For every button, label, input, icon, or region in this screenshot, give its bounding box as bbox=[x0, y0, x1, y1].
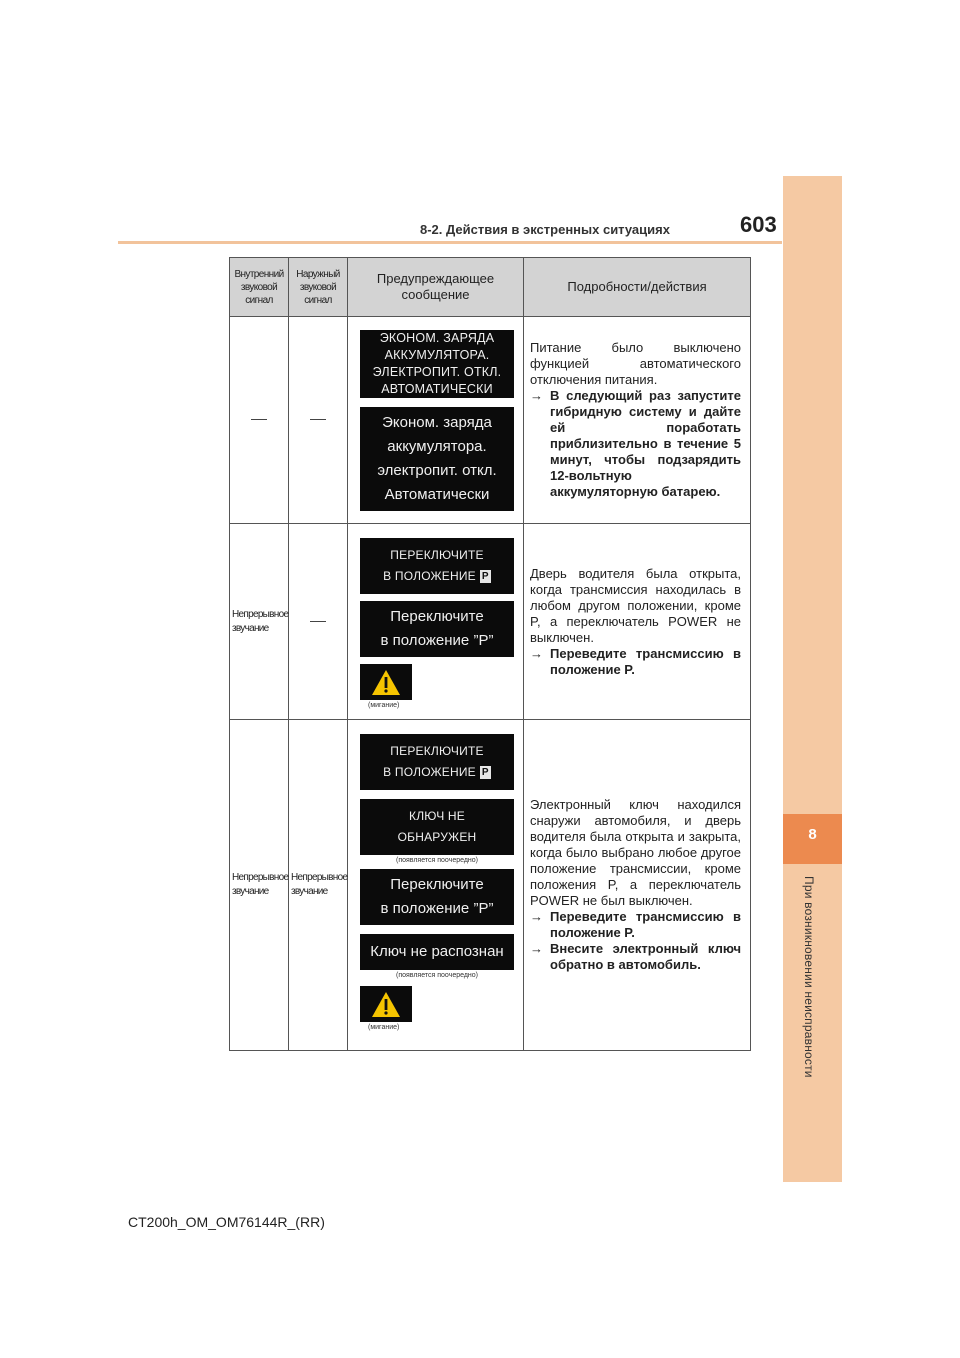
row2-display bbox=[348, 524, 524, 720]
side-tab-label: При возникновении неисправности bbox=[802, 876, 816, 1078]
action-item: → Внесите электронный ключ обратно в автомобиль. bbox=[530, 941, 741, 972]
row1-details: Питание было выключено функцией автоматического отключения питания. → В следующий раз запустите гибридную систему и дайте ей поработать приблизительно в течение 5 минут, чтобы подзарядить 12-вольтную аккумуляторную батарею. bbox=[524, 317, 751, 524]
table-row bbox=[230, 524, 751, 720]
row2-details: Дверь водителя была открыта, когда трансмиссия находилась в любом другом положении, кроме P, а переключатель POWER не выключен. → Переведите трансмиссию в положение P. bbox=[524, 524, 751, 720]
arrow-icon: → bbox=[530, 388, 543, 403]
dash bbox=[310, 419, 326, 420]
p-badge: P bbox=[480, 570, 491, 583]
alternating-caption: (появляется поочередно) bbox=[395, 857, 479, 864]
document-code: CT200h_OM_OM76144R_(RR) bbox=[128, 1214, 325, 1230]
p-badge: P bbox=[480, 766, 491, 779]
row2-external bbox=[289, 524, 348, 720]
warning-display bbox=[360, 986, 412, 1022]
display-screen: ПЕРЕКЛЮЧИТЕ В ПОЛОЖЕНИЕ P bbox=[360, 734, 514, 790]
alternating-caption: (появляется поочередно) bbox=[395, 972, 479, 979]
display-screen: Ключ не распознан bbox=[360, 934, 514, 970]
display-screen: Эконом. заряда аккумулятора. электропит. откл. Автоматически bbox=[360, 407, 514, 511]
action-item: → Переведите трансмиссию в положение P. bbox=[530, 909, 741, 940]
display-screen: ПЕРЕКЛЮЧИТЕ В ПОЛОЖЕНИЕ P bbox=[360, 538, 514, 594]
display-screen: Переключите в положение ”P” bbox=[360, 869, 514, 925]
warning-triangle-icon bbox=[371, 991, 401, 1018]
arrow-icon: → bbox=[530, 909, 543, 924]
table-row bbox=[230, 720, 751, 1051]
table-header-row bbox=[230, 258, 751, 317]
warning-table bbox=[229, 257, 751, 1051]
row3-details: Электронный ключ находился снаружи автомобиля, и дверь водителя была открыта и закрыта, когда было выбрано любое другое положение трансмиссии, кроме положения P, а переключатель POWER не был выключен. → Переведите трансмиссию в положение P. → Внесите электронный ключ обратно в автомобиль. bbox=[524, 720, 751, 1051]
display-screen: ЭКОНОМ. ЗАРЯДА АККУМУЛЯТОРА. ЭЛЕКТРОПИТ. ОТКЛ. АВТОМАТИЧЕСКИ bbox=[360, 330, 514, 398]
row1-internal bbox=[230, 317, 289, 524]
side-tab-number: 8 bbox=[808, 826, 817, 843]
header-details: Подробности/действия bbox=[524, 258, 751, 317]
header-warning-message: Предупреждающее сообщение bbox=[348, 258, 524, 317]
row1-external bbox=[289, 317, 348, 524]
row3-external: Непрерывное звучание bbox=[289, 720, 348, 1051]
table-row bbox=[230, 317, 751, 524]
arrow-icon: → bbox=[530, 645, 543, 661]
header-external-buzzer: Наружный звуковой сигнал bbox=[289, 258, 348, 317]
dash bbox=[310, 621, 326, 622]
arrow-icon: → bbox=[530, 941, 543, 956]
action-item: → Переведите трансмиссию в положение P. bbox=[530, 645, 741, 677]
row3-display bbox=[348, 720, 524, 1051]
dash bbox=[251, 419, 267, 420]
warning-triangle-icon bbox=[371, 669, 401, 696]
page-number: 603 bbox=[740, 212, 777, 237]
section-title: 8-2. Действия в экстренных ситуациях bbox=[420, 222, 670, 237]
display-screen: Переключите в положение ”P” bbox=[360, 601, 514, 657]
blink-caption: (мигание) bbox=[368, 1024, 400, 1031]
blink-caption: (мигание) bbox=[368, 702, 400, 709]
display-screen: КЛЮЧ НЕ ОБНАРУЖЕН bbox=[360, 799, 514, 855]
header-internal-buzzer: Внутренний звуковой сигнал bbox=[230, 258, 289, 317]
warning-display bbox=[360, 664, 412, 700]
header-rule bbox=[118, 241, 782, 244]
row1-display bbox=[348, 317, 524, 524]
row2-internal: Непрерывное звучание bbox=[230, 524, 289, 720]
row3-internal: Непрерывное звучание bbox=[230, 720, 289, 1051]
action-item: → В следующий раз запустите гибридную систему и дайте ей поработать приблизительно в течение 5 минут, чтобы подзарядить 12-вольтную аккумуляторную батарею. bbox=[530, 388, 741, 499]
